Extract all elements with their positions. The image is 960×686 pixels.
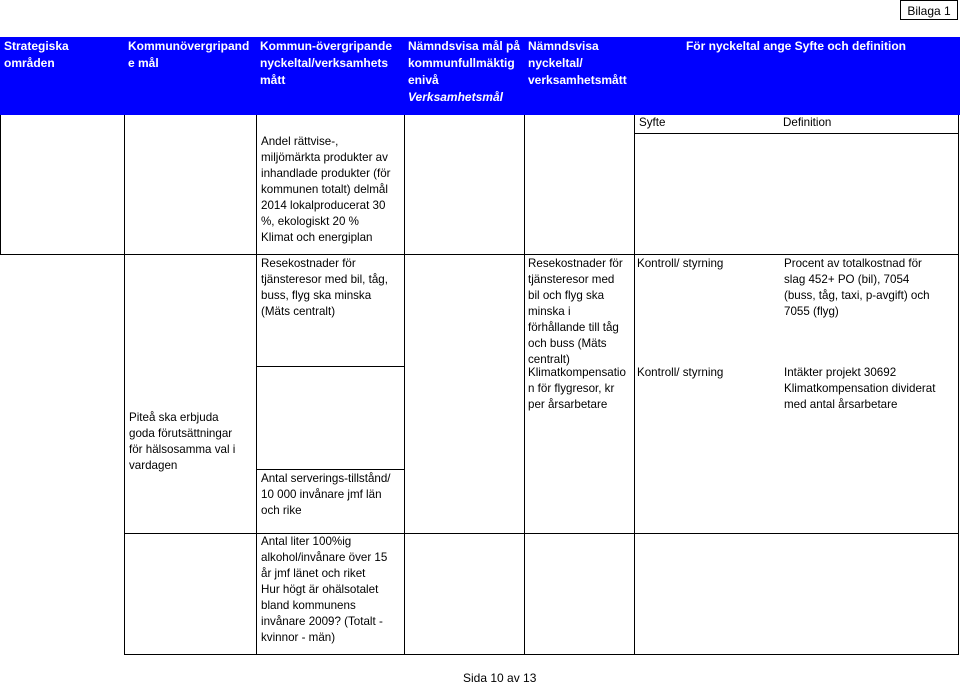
cell-line: minska i [528, 305, 571, 318]
grid-line [634, 115, 635, 654]
header-text: nyckeltal/verksamhets [260, 56, 389, 70]
header-municipal-kpis [256, 37, 404, 89]
cell-line: Klimat och energiplan [261, 231, 373, 244]
cell-line: Antal serverings-tillstånd/ [261, 472, 391, 485]
grid-line [524, 115, 525, 654]
cell-line: förhållande till tåg [528, 321, 619, 334]
cell-line: (buss, tåg, taxi, p-avgift) och [784, 289, 930, 302]
grid-line [124, 654, 959, 655]
cell-line: tjänsteresor med bil, tåg, [261, 273, 388, 286]
cell-line: tjänsteresor med [528, 273, 615, 286]
purpose-climate-compensation: Kontroll/ styrning [637, 366, 724, 379]
cell-line: Resekostnader för [528, 257, 623, 270]
grid-line [256, 115, 257, 654]
header-text: områden [4, 56, 55, 70]
header-text: För nyckeltal ange Syfte och definition [685, 39, 907, 53]
cell-line: per årsarbetare [528, 398, 608, 411]
cell-line: alkohol/invånare över 15 [261, 551, 388, 564]
cell-line: år jmf länet och riket [261, 567, 366, 580]
committee-kpi-travel-costs [528, 256, 623, 368]
attachment-label: Bilaga 1 [900, 0, 958, 20]
header-text: verksamhetsmått [528, 73, 627, 87]
cell-line: bil och flyg ska [528, 289, 605, 302]
cell-line: vardagen [129, 459, 178, 472]
header-text: Kommun-övergripande [260, 39, 393, 53]
header-purpose-definition [634, 37, 960, 55]
kpi-alcohol-health [261, 534, 387, 646]
cell-line: slag 452+ PO (bil), 7054 [784, 273, 910, 286]
cell-line: centralt) [528, 353, 570, 366]
header-text: Nämndsvisa [528, 39, 599, 53]
definition-climate-compensation [784, 365, 935, 413]
kpi-serving-permits [261, 471, 391, 519]
grid-line [634, 133, 959, 134]
grid-line [0, 115, 1, 254]
header-text: e mål [128, 56, 159, 70]
cell-line: Piteå ska erbjuda [129, 411, 219, 424]
header-text: mått [260, 73, 286, 87]
header-text: kommunfullmäktig [408, 56, 515, 70]
cell-line: goda förutsättningar [129, 427, 233, 440]
purpose-travel-costs: Kontroll/ styrning [637, 257, 724, 270]
cell-line: 2014 lokalproducerat 30 [261, 199, 386, 212]
strategic-area-health [129, 410, 235, 474]
definition-travel-costs [784, 256, 930, 320]
cell-line: Procent av totalkostnad för [784, 257, 922, 270]
cell-line: Klimatkompensation dividerat [784, 382, 936, 395]
grid-line [256, 469, 404, 470]
committee-kpi-climate-compensation [528, 365, 626, 413]
header-text: enivå [408, 73, 439, 87]
grid-line [124, 533, 959, 534]
cell-line: buss, flyg ska minska [261, 289, 372, 302]
grid-line [404, 115, 405, 654]
header-text: nyckeltal/ [528, 56, 583, 70]
cell-line: och rike [261, 504, 302, 517]
cell-line: inhandlade produkter (för [261, 167, 391, 180]
header-committee-goals [404, 37, 524, 106]
cell-line: Antal liter 100%ig [261, 535, 352, 548]
grid-line [124, 115, 125, 654]
cell-line: Andel rättvise-, [261, 135, 339, 148]
header-text: Kommunövergripand [128, 39, 250, 53]
cell-line: för hälsosamma val i [129, 443, 236, 456]
header-text-italic: Verksamhetsmål [408, 90, 503, 104]
cell-line: bland kommunens [261, 599, 356, 612]
cell-line: 10 000 invånare jmf län [261, 488, 382, 501]
cell-line: Klimatkompensatio [528, 366, 626, 379]
cell-line: kommunen totalt) delmål [261, 183, 388, 196]
kpi-travel-costs [261, 256, 388, 320]
cell-line: Resekostnader för [261, 257, 356, 270]
cell-line: n för flygresor, kr [528, 382, 615, 395]
kpi-fairtrade-products [261, 134, 391, 246]
header-committee-kpis [524, 37, 634, 89]
cell-line: miljömärkta produkter av [261, 151, 388, 164]
subheader-definition: Definition [783, 116, 832, 129]
grid-line [0, 254, 959, 255]
cell-line: 7055 (flyg) [784, 305, 839, 318]
cell-line: (Mäts centralt) [261, 305, 336, 318]
cell-line: invånare 2009? (Totalt - [261, 615, 383, 628]
cell-line: kvinnor - män) [261, 631, 336, 644]
cell-line: med antal årsarbetare [784, 398, 898, 411]
table-header [0, 37, 960, 115]
grid-line [958, 115, 959, 654]
grid-line [256, 366, 404, 367]
header-strategic-areas [0, 37, 124, 72]
cell-line: och buss (Mäts [528, 337, 607, 350]
header-text: Strategiska [4, 39, 69, 53]
header-municipal-goals [124, 37, 256, 72]
cell-line: Hur högt är ohälsotalet [261, 583, 379, 596]
cell-line: Intäkter projekt 30692 [784, 366, 897, 379]
header-text: Nämndsvisa mål på [408, 39, 521, 53]
subheader-purpose: Syfte [639, 116, 666, 129]
cell-line: %, ekologiskt 20 % [261, 215, 359, 228]
page-number: Sida 10 av 13 [463, 671, 537, 685]
